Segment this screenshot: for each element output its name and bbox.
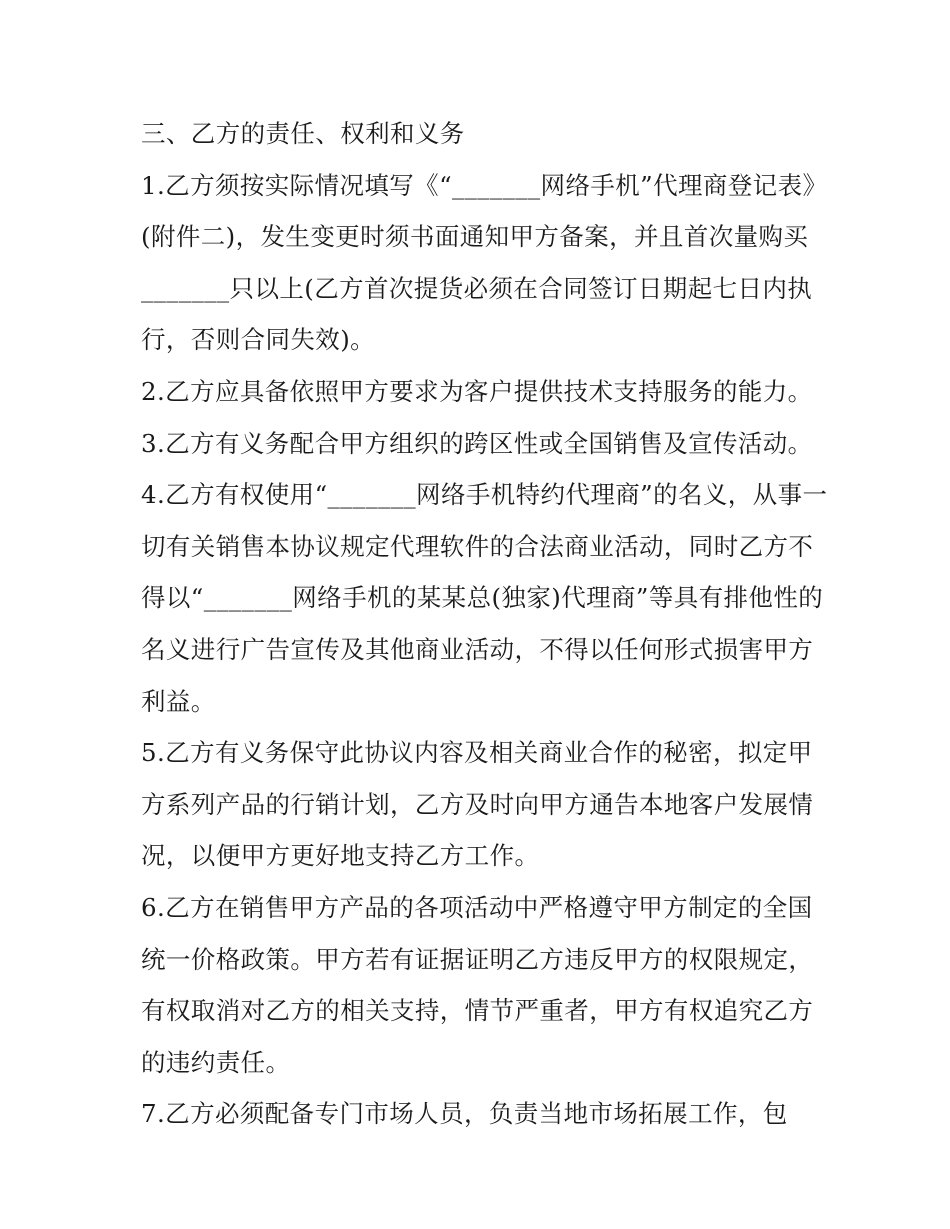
clause-6-line-3: 有权取消对乙方的相关支持，情节严重者，甲方有权追究乙方: [141, 996, 814, 1026]
clause-2-line-1: 2.乙方应具备依照甲方要求为客户提供技术支持服务的能力。: [141, 376, 813, 406]
clause-7-line-1: 7.乙方必须配备专门市场人员，负责当地市场拓展工作，包: [141, 1099, 788, 1129]
clause-4-line-2: 切有关销售本协议规定代理软件的合法商业活动，同时乙方不: [141, 531, 814, 561]
clause-4-line-5: 利益。: [141, 686, 216, 716]
clause-6-line-1: 6.乙方在销售甲方产品的各项活动中严格遵守甲方制定的全国: [141, 892, 813, 922]
clause-6-line-4: 的违约责任。: [141, 1047, 291, 1077]
clause-5-line-2: 方系列产品的行销计划，乙方及时向甲方通告本地客户发展情: [141, 789, 814, 819]
section-heading: 三、乙方的责任、权利和义务: [141, 119, 465, 148]
clause-4-line-3: 得以“_______网络手机的某某总(独家)代理商”等具有排他性的: [141, 583, 824, 613]
clause-1-line-2: (附件二)，发生变更时须书面通知甲方备案，并且首次量购买: [141, 222, 809, 252]
clause-4-line-4: 名义进行广告宣传及其他商业活动，不得以任何形式损害甲方: [141, 634, 814, 664]
clause-5-line-1: 5.乙方有义务保守此协议内容及相关商业合作的秘密，拟定甲: [141, 738, 813, 768]
clause-6-line-2: 统一价格政策。甲方若有证据证明乙方违反甲方的权限规定，: [141, 944, 814, 974]
clause-3-line-1: 3.乙方有义务配合甲方组织的跨区性或全国销售及宣传活动。: [141, 428, 813, 458]
clause-4-line-1: 4.乙方有权使用“_______网络手机特约代理商”的名义，从事一: [141, 480, 828, 510]
document-body: [141, 108, 828, 1140]
clause-1-line-4: 行，否则合同失效)。: [141, 325, 376, 355]
clause-1-line-1: 1.乙方须按实际情况填写《“_______网络手机”代理商登记表》: [141, 170, 828, 200]
clause-1-line-3: _______只以上(乙方首次提货必须在合同签订日期起七日内执: [141, 273, 813, 303]
clause-5-line-3: 况，以便甲方更好地支持乙方工作。: [141, 841, 540, 871]
